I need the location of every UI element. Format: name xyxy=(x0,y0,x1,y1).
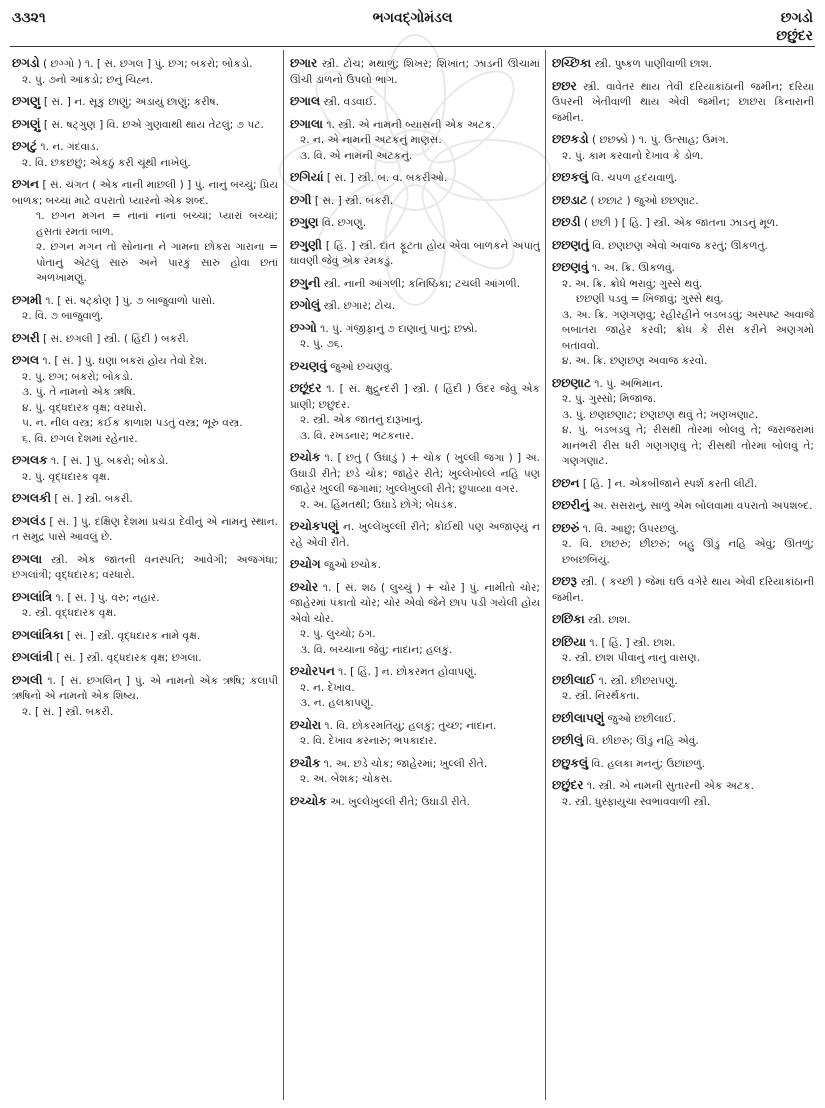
column-divider xyxy=(545,50,546,1100)
page-header xyxy=(0,0,825,48)
dictionary-entry xyxy=(290,664,540,712)
definition-text: ૧. પું. ગંજીફાનું ૭ દાણાનું પાનું; છક્કો. xyxy=(316,322,478,335)
definition-text: ૧. [ સં. ] પું. બકરો; બોકડો. xyxy=(47,455,169,467)
headword: છગાલ xyxy=(290,94,321,108)
headword: છગન xyxy=(12,177,39,191)
dictionary-entry xyxy=(552,574,814,606)
definition-text: ૧. સ્ત્રી. એ નામની બ્યાસની એક અટક. xyxy=(323,118,496,131)
headword: છચ્ચોક xyxy=(290,793,327,808)
definition-line: ૨. વિ. છકછંછું; એકઠું કરી ચૂંથી નાખેલું. xyxy=(22,156,191,169)
definition-text: સ્ત્રી. છાશ. xyxy=(584,614,631,626)
dictionary-entry xyxy=(290,215,540,232)
headword: છગાર xyxy=(290,56,318,70)
entry-first-line xyxy=(290,450,540,498)
headword: છછર xyxy=(552,78,577,93)
entry-first-line xyxy=(12,650,278,667)
definition-text: ૧. [ સં. છગલિન્ ] પું. એ નામનો એક ઋષિ; કલાપી ઋષિનો એ નામનો એક શિષ્ય. xyxy=(12,674,278,702)
dictionary-entry xyxy=(290,94,540,111)
definition-line: ૪. પું. બડબડવું તે; રીસથી તોરમાં બોલવું તે; જરાજરામાં માનભરી રીસ ધરી ગણગણવું તે; રીસથી તોરમાં બોલવું તે; ગણગણાટ. xyxy=(562,424,814,467)
definition-text: સ્ત્રી. વડવાઈ. xyxy=(320,96,377,108)
entry-first-line xyxy=(552,79,814,127)
entry-first-line xyxy=(552,170,814,187)
dictionary-entry xyxy=(290,193,540,210)
column-divider xyxy=(283,50,284,1100)
definition-line: ૨. પું. ગુસ્સો; મિજાજ. xyxy=(562,393,657,405)
definition-line: ૩. પું. છણછણાટ; છણછણ થવું તે; ખણખણાટ. xyxy=(562,408,759,421)
dictionary-entry xyxy=(552,498,814,515)
definition-line: ૩. પું. તે નામનો એક ઋષિ. xyxy=(22,386,136,398)
definition-text: ૧. [ સં. ષટ્કોણ ] પું. ૭ બાજુવાળો પાસો. xyxy=(41,294,216,307)
entry-first-line xyxy=(290,718,540,735)
definition-text: સ્ત્રી. વાવેતર થાય તેવી દરિયાકાંઠાની જમીન; દરિયા ઉપરની ખેતીવાળી થાય એવી જમીન; છાછરા કિનારાની જમીન. xyxy=(552,80,814,124)
entry-first-line xyxy=(552,778,814,795)
entry-first-line xyxy=(290,56,540,88)
entry-first-line xyxy=(12,293,278,310)
headword: છગલાંત્રી xyxy=(12,650,53,664)
dictionary-entry xyxy=(552,476,814,493)
definition-line: ૨. સ્ત્રી. એક જાતનું દારૂખાનું. xyxy=(300,414,424,426)
headword: છચણવું xyxy=(290,358,327,373)
column-right xyxy=(552,56,814,1102)
entry-first-line xyxy=(290,298,540,315)
dictionary-entry xyxy=(12,491,278,508)
definition-line: ૪. અ. ક્રિ. છણછણ અવાજ કરવો. xyxy=(562,355,708,367)
entry-first-line xyxy=(552,574,814,606)
entry-first-line xyxy=(290,359,540,376)
definition-line: ૨. સ્ત્રી. વૃદ્ધદારક વૃક્ષ. xyxy=(22,607,117,619)
headword: છછિયા xyxy=(552,634,587,649)
entry-first-line xyxy=(552,193,814,210)
headword: છછીલું xyxy=(552,733,584,747)
dictionary-entry xyxy=(12,628,278,645)
headword: છછુકલું xyxy=(552,755,589,770)
dictionary-entry xyxy=(552,521,814,569)
definition-text: ૧. વિ. છોકરમતિયું; હલકું; તુચ્છ; નાદાન. xyxy=(321,719,497,732)
definition-text: [ સં. ] સ્ત્રી. બકરી. xyxy=(51,493,133,505)
definition-line: ૩. અ. ક્રિ. ગણગણવું; રહીરહીને બડબડવું; અસ્પષ્ટ અવાજે બબાતરા જાહેર કરવી; ક્રોધ કે રીસ કરીને અણગમો બતાવવો. xyxy=(562,308,814,352)
definition-line: ૨. ન. દેખાવ. xyxy=(300,681,355,694)
headword: છછણાટ xyxy=(552,375,591,390)
dictionary-entry xyxy=(290,718,540,750)
definition-line: ૧. છગન મગન = નાનાં નાનાં બચ્ચાં; પ્યારાં બચ્ચાં; હસતાં રમતાં બાળ. xyxy=(36,210,278,238)
definition-text: સ્ત્રી. ટોચ; મથાળું; શિખર; શિખાંત; ઝાડની ઊંચામાં ઊંચી ડાળનો ઉપલો ભાગ. xyxy=(290,58,540,86)
definition-line: ૨. પું. વૃદ્ધદારક વૃક્ષ. xyxy=(22,470,110,483)
dictionary-entry xyxy=(12,117,278,134)
definition-text: ૧. અ. છડે ચોક; જાહેરમાં; ખુલ્લી રીતે. xyxy=(320,757,488,770)
definition-text: [ સં. ષટ્ગુણ ] વિ. છએ ગુણવાથી થાય તેટલું; ૭ પટ. xyxy=(40,118,264,131)
entry-first-line xyxy=(290,193,540,210)
dictionary-entry xyxy=(290,359,540,376)
dictionary-entry xyxy=(290,580,540,659)
entry-first-line xyxy=(290,170,540,187)
definition-line: ૨. વિ. છાછરું; છીછરું; બહુ ઊંડું નહિ એવું; ઊતળું; છબછબિયું. xyxy=(562,538,814,566)
book-title: ભગવદ્ગોમંડલ xyxy=(372,10,453,26)
header-rule xyxy=(10,46,815,47)
definition-text: ૧. વિ. આછું; ઉપરછલું. xyxy=(579,522,679,535)
definition-line: ૨. સ્ત્રી. ધુસ્ફાયુચા સ્વભાવવાળી સ્ત્રી. xyxy=(562,795,711,808)
dictionary-entry xyxy=(12,353,278,447)
definition-text: ( છછાટ ) જુઓ છછણાટ. xyxy=(587,194,699,207)
definition-line: ૨. છગન મગન તો સોનાના ને ગામના છોકરા ગારાના = પોતાનું એટલું સારું અને પારકું સારું હોવા છતાં અળખામણું. xyxy=(36,241,278,284)
dictionary-entry xyxy=(290,276,540,293)
dictionary-entry xyxy=(552,635,814,667)
dictionary-entry xyxy=(552,132,814,164)
headword: છછડી xyxy=(552,215,581,229)
headword: છગણુ xyxy=(12,94,41,108)
definition-text: સ્ત્રી. ( કચ્છી ) જેમાં ઘઉં વગેરે થાય એવી દરિયાકાંઠાની જમીન. xyxy=(552,576,814,604)
definition-text: જુઓ છચોક. xyxy=(320,559,382,571)
headword: છગી xyxy=(290,192,312,207)
dictionary-entry xyxy=(552,238,814,255)
entry-first-line xyxy=(552,521,814,538)
entry-first-line xyxy=(290,580,540,628)
entry-first-line xyxy=(552,132,814,149)
headword: છગલંડ xyxy=(12,513,46,528)
column-left xyxy=(12,56,278,1102)
headword: છગલા xyxy=(12,551,43,566)
definition-text: ૧. સ્ત્રી. છીછરાપણું. xyxy=(595,674,678,687)
definition-line: ૨. [ સં. ] સ્ત્રી. બકરી. xyxy=(22,705,114,718)
dictionary-entry xyxy=(12,552,278,584)
headword: છછૂંદર xyxy=(290,381,322,395)
dictionary-entry xyxy=(12,139,278,171)
headword: છછિકા xyxy=(552,612,585,626)
definition-text: ૧. [ છતું ( ઉઘાડું ) + ચોક ( ખુલ્લી જગા ) ] અ. ઉઘાડી રીતે; છડે ચોક; જાહેર રીતે; ખુલ્લેખોલ્લે નહિ પણ જાહેર ખુલ્લી જગામાં; ખુલ્લેખુલ્લી રીતે; છુપાવ્યા વગર. xyxy=(290,452,540,495)
definition-text: ૧. સ્ત્રી. એ નામની સુતારની એક અટક. xyxy=(583,780,754,792)
entry-first-line xyxy=(12,331,278,348)
dictionary-entry xyxy=(290,794,540,811)
definition-line: ૩. વિ. રખડનાર; ભટકનાર. xyxy=(300,429,414,442)
definition-text: ૧. [ સં. શઠ ( લુચ્ચું ) + ચોર ] પું. નામીતો ચોર; જાહેરમાં પંકાતો ચોર; ચોર એવો જેને છાપ પડી ગયેલી હોય એવો ચોર. xyxy=(290,581,540,625)
dictionary-entry xyxy=(552,673,814,705)
entry-first-line xyxy=(12,139,278,156)
dictionary-entry xyxy=(12,590,278,622)
entry-first-line xyxy=(290,215,540,232)
definition-line: ૨. પું. છગ; બકરો; બોકડો. xyxy=(22,370,133,383)
dictionary-entry xyxy=(12,177,278,287)
headword: છગોલું xyxy=(290,298,321,312)
definition-text: અ. ખુલ્લેખુલ્લી રીતે; ઉઘાડી રીતે. xyxy=(326,795,471,808)
headword: છચોરા xyxy=(290,717,322,732)
headword: છછીલાઈ xyxy=(552,672,596,687)
entry-first-line xyxy=(12,628,278,645)
dictionary-entry xyxy=(552,612,814,629)
headword: છચોરપન xyxy=(290,664,335,678)
page-number: ૩૩૨૧ xyxy=(12,10,46,26)
dictionary-entry xyxy=(12,673,278,721)
definition-line: ૨. અ. ક્રિ. ક્રોધે ભરાવું; ગુસ્સે થવું. xyxy=(562,277,703,290)
entry-first-line xyxy=(290,557,540,574)
entry-first-line xyxy=(552,756,814,773)
dictionary-entry xyxy=(290,756,540,788)
headword: છછીલાપણું xyxy=(552,710,605,725)
headword: છછન xyxy=(552,475,580,490)
definition-text: [ હિં. ] સ્ત્રી. દાંત ફૂટતા હોય એવા બાળકને અપાતું ઘાવણી જેવું એક રમકડું. xyxy=(290,239,540,267)
entry-first-line xyxy=(290,238,540,270)
dictionary-entry xyxy=(290,117,540,165)
definition-line: ૨. પું. કામ કરવાનો દેખાવ કે ડોળ. xyxy=(562,149,704,162)
entry-first-line xyxy=(552,673,814,690)
definition-text: [ સં. ચંગત ( એક નાની માછલી ) ] પું. નાનું બચ્ચું; પ્રિય બાળક; બચ્ચાં માટે વપરાતો પ્યારનો એક શબ્દ. xyxy=(12,179,278,207)
headword: છગટું xyxy=(12,139,38,153)
dictionary-entry xyxy=(552,79,814,127)
definition-text: ૧. [ હિં. ] ન. છોકરમત હોવાપણું. xyxy=(334,666,477,678)
dictionary-entry xyxy=(552,56,814,73)
dictionary-entry xyxy=(12,650,278,667)
headword: છચોગ xyxy=(290,557,321,571)
entry-first-line xyxy=(12,453,278,470)
entry-first-line xyxy=(290,756,540,773)
definition-text: સ્ત્રી. એક જાતની વનસ્પતિ; આવેગી; અજગંધા; છગલાંત્રી; વૃદ્ધદારક; વરધારો. xyxy=(12,553,278,581)
definition-text: ( છગ્ગો ) ૧. [ સં. છગલ ] પું. છગ; બકરો; બોકડો. xyxy=(39,58,253,70)
dictionary-entry xyxy=(290,557,540,574)
entry-first-line xyxy=(12,353,278,370)
dictionary-entry xyxy=(552,756,814,773)
dictionary-entry xyxy=(290,321,540,353)
dictionary-entry xyxy=(290,519,540,551)
definition-text: ( છછી ) [ હિં. ] સ્ત્રી. એક જાતના ઝાડનું મૂળ. xyxy=(580,217,779,229)
definition-line: ૩. વિ. એ નામની અટકનું. xyxy=(300,149,413,162)
headword: છગલી xyxy=(12,672,43,687)
definition-line: ૨. વિ. ૭ બાજુવાળું. xyxy=(22,310,104,322)
entry-first-line xyxy=(12,552,278,584)
definition-text: [ સં. ] ન. સૂકું છાણું; અડાયું છાણું; કરીષ. xyxy=(40,96,220,108)
entry-first-line xyxy=(552,711,814,728)
definition-text: ૧. [ હિં. ] સ્ત્રી. છાશ. xyxy=(586,636,676,649)
definition-text: [ સં. ] પું. દક્ષિણ દેશમાં પ્રચંડા દેવીનું એ નામનું સ્થાન. ત સમુદ્ર પાસે આવલું છે. xyxy=(12,515,278,543)
definition-line: ૨. અ. હિંમતથી; ઉઘાડે છોગે; બેધડક. xyxy=(300,498,458,511)
definition-line: ૨. સ્ત્રી. છાશ પીવાનું નાનું વાસણ. xyxy=(562,652,700,664)
dictionary-entry xyxy=(552,778,814,810)
dictionary-entry xyxy=(552,215,814,232)
dictionary-entry xyxy=(290,56,540,88)
dictionary-entry xyxy=(552,260,814,370)
definition-text: વિ. છણછણ એવો અવાજ કરતું; ઊકળતું. xyxy=(588,239,768,252)
entry-first-line xyxy=(12,94,278,111)
headword: છગિયાં xyxy=(290,170,324,184)
definition-text: વિ. હલકા મનનું; ઉછાંછળું. xyxy=(588,757,706,770)
entry-first-line xyxy=(552,215,814,232)
dictionary-entry xyxy=(290,381,540,444)
dictionary-entry xyxy=(290,170,540,187)
headword: છછકલું xyxy=(552,170,589,184)
headword: છચૌક xyxy=(290,755,321,770)
definition-text: [ સં. ] સ્ત્રી. બકરી. xyxy=(311,194,394,207)
headword: છગાલા xyxy=(290,116,323,131)
entry-first-line xyxy=(552,733,814,750)
definition-line: ૪. પું. વૃદ્ધદારક વૃક્ષ; વરધારો. xyxy=(22,401,147,414)
headword: છગરી xyxy=(12,330,40,345)
definition-text: સ્ત્રી. પુષ્કળ પાણીવાળી છાશ. xyxy=(591,58,713,70)
definition-line: ૨. પું. ૭૬. xyxy=(300,338,344,350)
entry-first-line xyxy=(12,491,278,508)
definition-text: ૧. પું. અભિમાન. xyxy=(590,377,664,390)
dictionary-entry xyxy=(552,733,814,750)
dictionary-entry xyxy=(12,331,278,348)
headword: છછડાટ xyxy=(552,192,588,207)
dictionary-entry xyxy=(290,450,540,513)
entry-first-line xyxy=(552,56,814,73)
headword: છચોર xyxy=(290,579,319,594)
headword: છછણતું xyxy=(552,237,589,252)
definition-text: [ હિં. ] ન. એકબીજાને સ્પર્શ કરતી લીટી. xyxy=(579,477,758,490)
dictionary-entry xyxy=(12,514,278,546)
entry-first-line xyxy=(12,673,278,705)
dictionary-entry xyxy=(552,170,814,187)
definition-line: ૩. વિ. બચ્ચાના જેવું; નાદાન; હલકું. xyxy=(300,643,453,656)
guide-word-last: છછુંદર xyxy=(776,28,813,44)
dictionary-entry xyxy=(290,238,540,270)
headword: છચોક xyxy=(290,450,321,464)
entry-first-line xyxy=(12,117,278,134)
headword: છગલાંત્રિકા xyxy=(12,627,64,642)
entry-first-line xyxy=(290,94,540,111)
headword: છગણું xyxy=(12,116,41,131)
definition-line: છછણી પડવું = ખિજાવું; ગુસ્સે થવું. xyxy=(576,293,724,305)
entry-first-line xyxy=(290,276,540,293)
definition-text: ૧. અ. ક્રિ. ઊકળવું. xyxy=(588,262,675,274)
definition-text: [ સં. ] સ્ત્રી. બ. વ. બકરીઓ. xyxy=(323,172,448,184)
headword: છગલકી xyxy=(12,491,52,505)
headword: છચોકપણું xyxy=(290,519,339,533)
definition-text: [ સં. ] સ્ત્રી. વૃદ્ધદારક નામે વૃક્ષ. xyxy=(63,629,201,642)
definition-text: ૧. ન. ગંદવાડ. xyxy=(37,141,99,153)
definition-text: ૧. [ સં. ] પું. ઘણાં બકરાં હોય તેવો દેશ. xyxy=(39,355,208,367)
entry-first-line xyxy=(290,321,540,338)
headword: છછકડો xyxy=(552,132,589,146)
definition-text: સ્ત્રી. નાની આંગળી; કનિષ્ઠિકા; ટચલી આંગળી. xyxy=(320,277,521,290)
definition-text: સ્ત્રી. છગાર; ટોચ. xyxy=(320,300,396,312)
definition-text: ન. ખુલ્લેખુલ્લી રીતે; કોઈથી પણ અજાણ્યું ન રહે એવી રીતે. xyxy=(290,521,540,549)
dictionary-entry xyxy=(12,94,278,111)
headword: છગુણ xyxy=(290,215,319,229)
entry-first-line xyxy=(552,238,814,255)
definition-line: ૩. ન. હલકાપણું. xyxy=(300,697,374,709)
dictionary-entry xyxy=(552,376,814,470)
headword: છછરું xyxy=(552,520,580,535)
definition-text: જુઓ છછીલાઈ. xyxy=(604,712,677,725)
definition-line: ૬. વિ. છગલ દેશમાં રહેનાર. xyxy=(22,432,138,445)
entry-first-line xyxy=(552,612,814,629)
entry-first-line xyxy=(552,260,814,277)
entry-first-line xyxy=(12,590,278,607)
definition-line: ૨. અ. બેશક; ચોકસ. xyxy=(300,773,393,785)
headword: છગલ xyxy=(12,353,40,367)
definition-text: [ સં. છગલી ] સ્ત્રી. ( હિંદી ) બકરી. xyxy=(39,332,190,345)
headword: છગુણી xyxy=(290,237,322,252)
headword: છગુની xyxy=(290,275,321,290)
guide-word-first: છગડો xyxy=(780,10,813,26)
definition-text: અ. સસરાનું, સાળું એમ બોલવામાં વપરાતો અપશબ્દ. xyxy=(589,500,813,512)
headword: છચ્છિકા xyxy=(552,56,592,70)
entry-first-line xyxy=(552,476,814,493)
headword: છછુંદર xyxy=(552,778,584,792)
column-middle xyxy=(290,56,540,1102)
dictionary-entry xyxy=(12,293,278,325)
dictionary-entry xyxy=(12,453,278,485)
entry-first-line xyxy=(290,381,540,413)
headword: છગલાંત્રિ xyxy=(12,589,53,604)
definition-text: ૧. [ સં. ક્ષુદ્રુન્દરી ] સ્ત્રી. ( હિંદી ) ઉંદર જેવું એક પ્રાણી; છછુંદર. xyxy=(290,383,540,411)
definition-text: વિ. છગણું. xyxy=(318,217,367,229)
headword: છગ્ગો xyxy=(290,320,317,335)
headword: છછરૂ xyxy=(552,574,577,588)
definition-text: જુઓ છચણવું. xyxy=(326,360,393,373)
dictionary-entry xyxy=(290,298,540,315)
entry-first-line xyxy=(290,519,540,551)
definition-line: ૫. ન. નીલ વસ્ત્ર; કંઈક કાળાશ પડતું વસ્ત્ર; ભૂરું વસ્ત્ર. xyxy=(22,417,243,429)
entry-first-line xyxy=(552,635,814,652)
entry-first-line xyxy=(290,117,540,134)
definition-line: ૨. વિ. દેખાવ કરનારું; ભપકાદાર. xyxy=(300,735,437,747)
entry-first-line xyxy=(552,498,814,515)
definition-line: ૨. પું. લુચ્ચો; ઠગ. xyxy=(300,628,376,640)
headword: છગમી xyxy=(12,292,42,307)
definition-text: ૧. [ સં. ] પું. વરુ; નહાર. xyxy=(52,591,160,604)
definition-text: ( છછક્કો ) ૧. પું. ઉત્સાહ; ઉમંગ. xyxy=(588,134,729,146)
entry-first-line xyxy=(12,56,278,73)
entry-first-line xyxy=(290,664,540,681)
headword: છછણવું xyxy=(552,260,589,274)
entry-first-line xyxy=(12,177,278,209)
dictionary-entry xyxy=(552,193,814,210)
headword: છગલક xyxy=(12,453,48,467)
entry-first-line xyxy=(552,376,814,393)
dictionary-entry xyxy=(12,56,278,88)
definition-text: [ સં. ] સ્ત્રી. વૃદ્ધદારક વૃક્ષ; છગલા. xyxy=(52,652,202,664)
definition-line: ૨. સ્ત્રી. નિરર્થકતા. xyxy=(562,690,640,702)
definition-text: વિ. ચપળ હૃદયવાળું. xyxy=(588,172,678,184)
headword: છગડો xyxy=(12,56,40,70)
headword: છછરીનું xyxy=(552,498,590,512)
entry-first-line xyxy=(12,514,278,546)
dictionary-entry xyxy=(552,711,814,728)
definition-line: ૨. પું. ૭નો આંકડો; છનું ચિહ્ન. xyxy=(22,73,153,86)
entry-first-line xyxy=(290,794,540,811)
definition-text: વિ. છીછરું; ઊંડું નહિ એવું. xyxy=(583,735,699,747)
definition-line: ૨. ન. એ નામની અટકનું માણસ. xyxy=(300,134,442,146)
